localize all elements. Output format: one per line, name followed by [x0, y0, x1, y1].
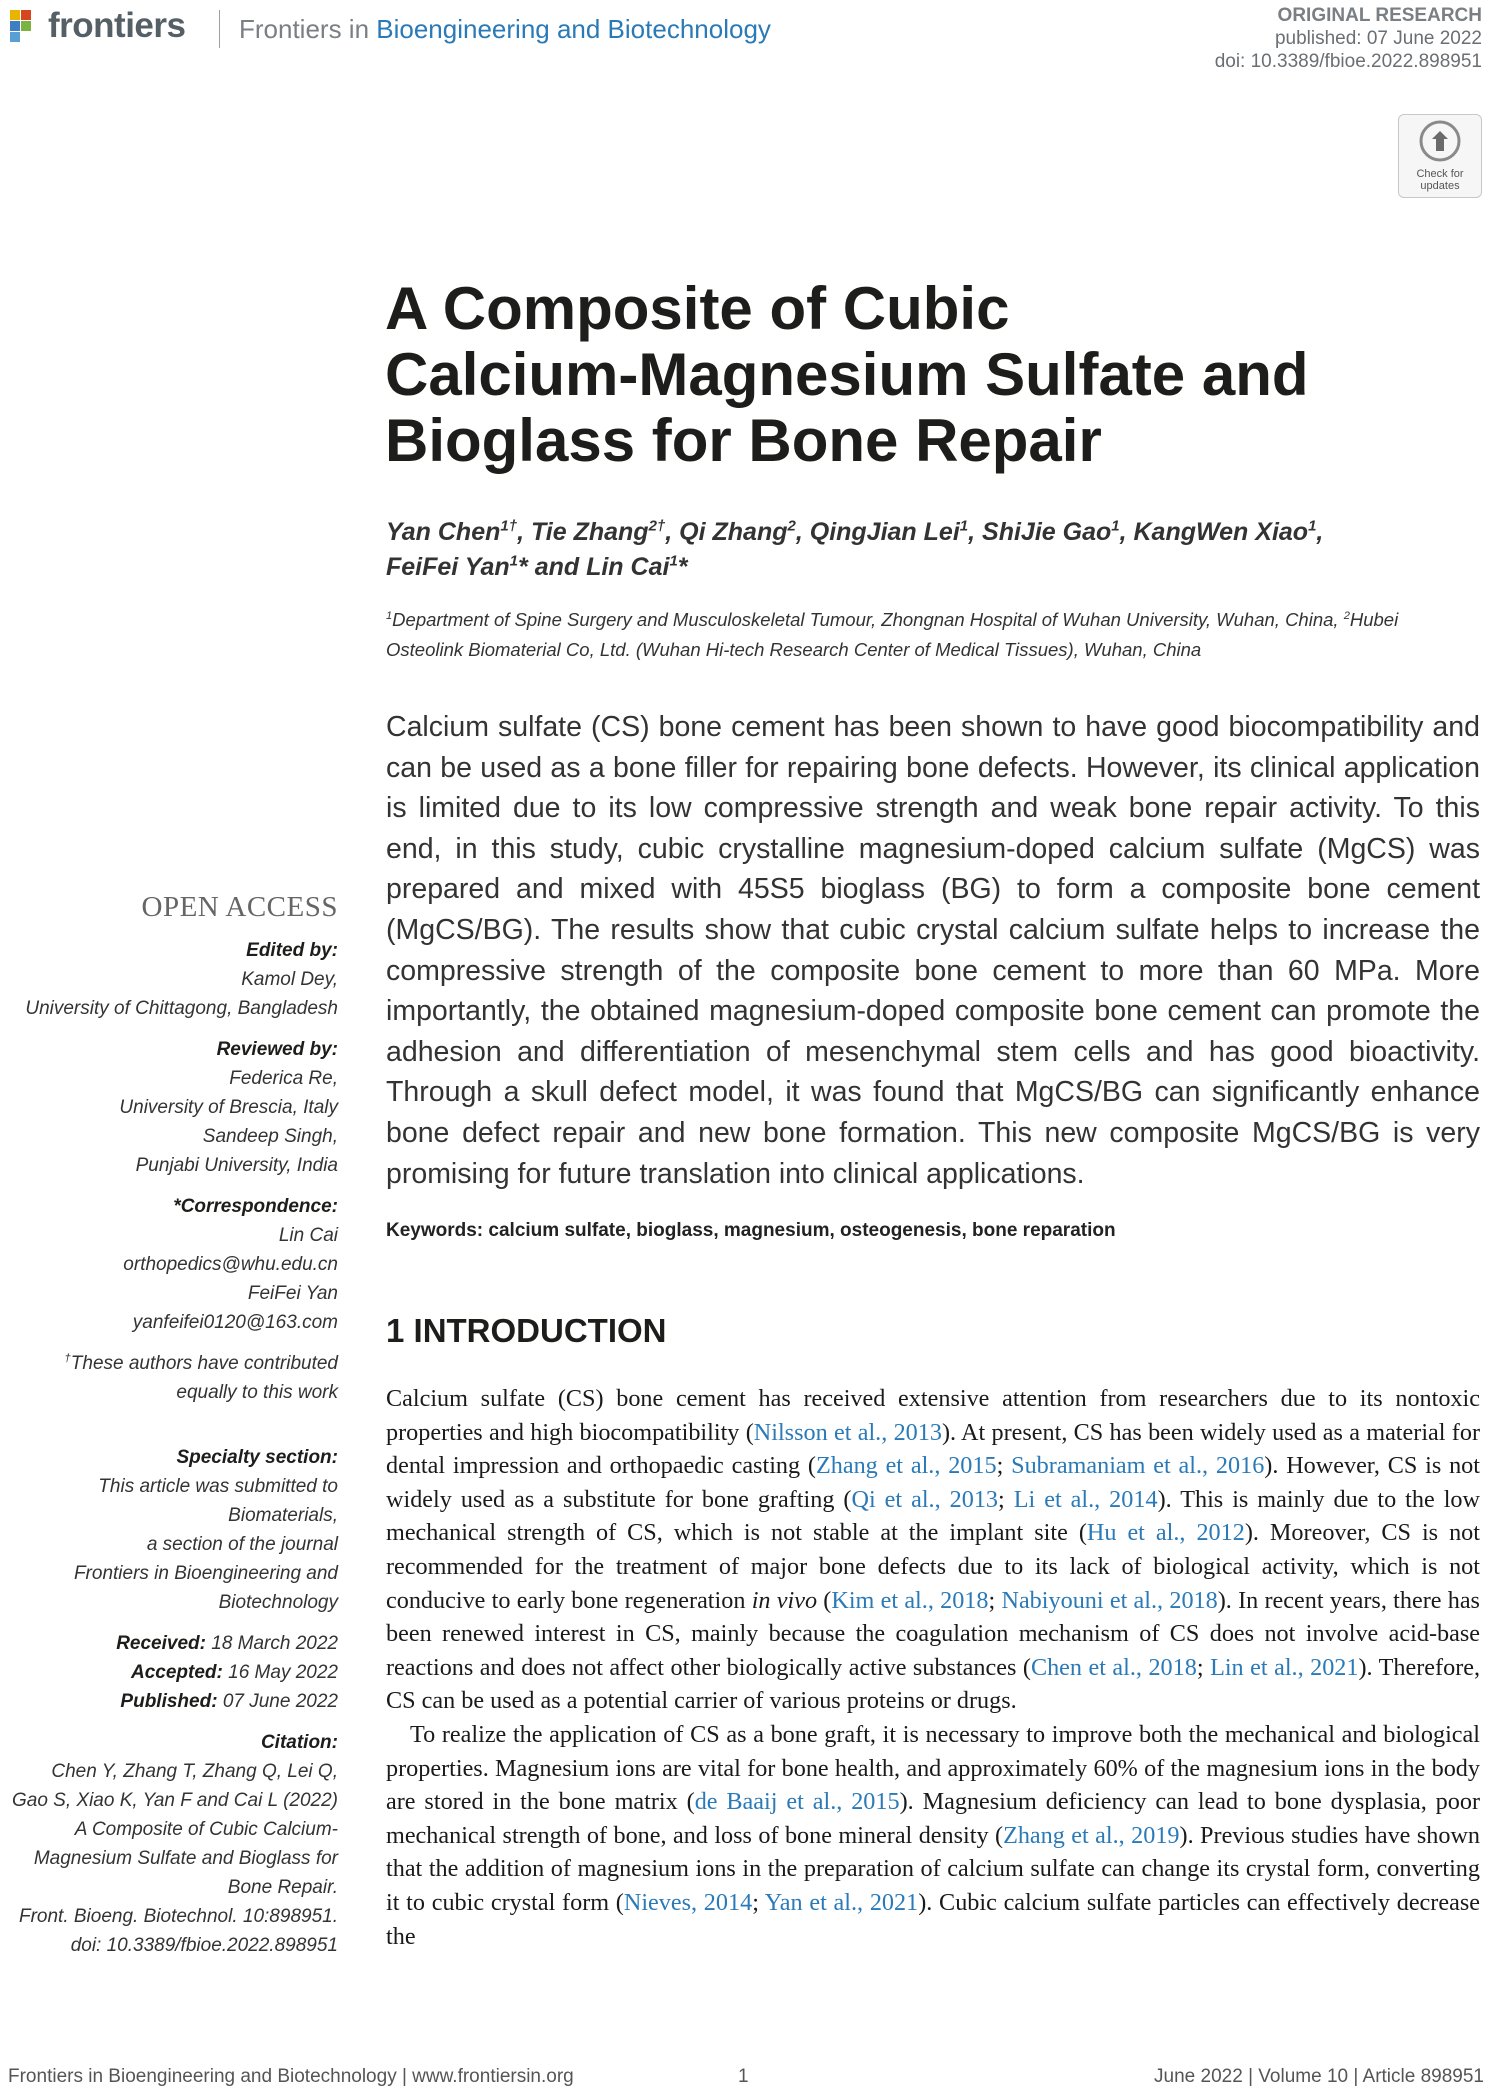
text-run: Calcium sulfate (CS) bone cement has received extensive attention from researchers due to its nontoxic properties and high biocompatibility (	[386, 1385, 1480, 1446]
keywords: Keywords: calcium sulfate, bioglass, magnesium, osteogenesis, bone reparation	[386, 1220, 1116, 1241]
correspondence-heading: *Correspondence:	[173, 1196, 338, 1217]
author[interactable]: Lin Cai$^1$	[586, 552, 678, 581]
text-run: ). Magnesium deficiency can lead to bone dysplasia, poor mechanical strength of bone, and loss of bone mineral density (	[386, 1788, 1480, 1849]
title-line-2: Calcium-Magnesium Sulfate and	[385, 341, 1309, 408]
reviewer-affiliation: University of Brescia, Italy	[119, 1097, 338, 1118]
author[interactable]: Qi Zhang$^2$	[679, 517, 796, 546]
edited-by-heading: Edited by:	[246, 940, 338, 961]
doi[interactable]: doi: 10.3389/fbioe.2022.898951	[1214, 51, 1482, 72]
header-divider	[219, 10, 220, 48]
frontiers-logo[interactable]	[8, 6, 185, 46]
author-list: Yan Chen$^{1\dagger}$, Tie Zhang$^{2\dagger}$, Qi Zhang$^2$, QingJian Lei$^1$, ShiJie Gao$^1$, KangWen Xiao$^1$, FeiFei Yan$^1$* and Lin Cai$^1$*	[386, 517, 1324, 581]
article-sidebar	[0, 893, 338, 1960]
journal-highlight: Bioengineering and Biotechnology	[376, 14, 771, 44]
text-run: ). In recent years, there has been renewed interest in CS, mainly because the coagulation mechanism of CS does not involve acid-base reactions and does not affect other biologically active substances (	[386, 1586, 1480, 1681]
equal-contribution-note: †These authors have contributed	[64, 1352, 338, 1374]
reviewed-by-heading: Reviewed by:	[216, 1039, 338, 1060]
citation-text: A Composite of Cubic Calcium-	[74, 1819, 338, 1840]
citation-link[interactable]: Chen et al., 2018	[1030, 1653, 1197, 1681]
text-run: ;	[1196, 1653, 1211, 1681]
specialty-text: This article was submitted to	[98, 1476, 338, 1497]
introduction-heading: 1 INTRODUCTION	[386, 1312, 667, 1349]
citation-link[interactable]: Subramaniam et al., 2016	[1011, 1452, 1265, 1480]
footer-journal-link[interactable]: Frontiers in Bioengineering and Biotechnology | www.frontiersin.org	[8, 2066, 574, 2087]
text-run: ). Cubic calcium sulfate particles can effectively decrease the	[386, 1888, 1480, 1950]
article-title	[385, 276, 1445, 474]
citation-link[interactable]: Lin et al., 2021	[1210, 1653, 1359, 1681]
specialty-text: Frontiers in Bioengineering and	[73, 1563, 338, 1584]
logo-text: frontiers	[48, 6, 186, 45]
citation-link[interactable]: Zhang et al., 2019	[1003, 1821, 1180, 1849]
citation-link[interactable]: Li et al., 2014	[1013, 1485, 1158, 1513]
published-date: published: 07 June 2022	[1274, 28, 1482, 49]
check-label-2: updates	[1420, 180, 1460, 192]
frontiers-logo-icon	[8, 8, 44, 44]
journal-prefix: Frontiers in	[239, 14, 377, 44]
correspondent-email[interactable]: orthopedics@whu.edu.cn	[123, 1254, 338, 1275]
specialty-text: Biomaterials,	[228, 1505, 338, 1526]
author[interactable]: FeiFei Yan$^1$	[386, 552, 519, 581]
journal-name[interactable]	[239, 14, 771, 45]
specialty-heading: Specialty section:	[176, 1447, 338, 1468]
citation-text: Bone Repair.	[227, 1877, 338, 1898]
citation-link[interactable]: Hu et al., 2012	[1086, 1519, 1245, 1547]
citation-heading: Citation:	[260, 1732, 338, 1753]
reviewer-name[interactable]: Sandeep Singh,	[202, 1126, 338, 1147]
footer-volume-info: June 2022 | Volume 10 | Article 898951	[1154, 2066, 1484, 2087]
correspondent-name: FeiFei Yan	[247, 1283, 338, 1304]
author[interactable]: Yan Chen$^{1\dagger}$	[386, 517, 518, 546]
specialty-text: a section of the journal	[146, 1534, 338, 1555]
introduction-paragraph-2	[386, 1718, 1480, 1953]
citation-doi[interactable]: doi: 10.3389/fbioe.2022.898951	[70, 1935, 338, 1956]
affiliations: $^1$Department of Spine Surgery and Musculoskeletal Tumour, Zhongnan Hospital of Wuhan University, Wuhan, China, $^2$Hubei Osteolink Biomaterial Co, Ltd. (Wuhan Hi-tech Research Center of Medical Tissues), Wuhan, China	[386, 609, 1399, 660]
abstract: Calcium sulfate (CS) bone cement has been shown to have good biocompatibility and can be used as a bone filler for repairing bone defects. However, its clinical application is limited due to its low compressive strength and weak bone repair activity. To this end, in this study, cubic crystalline magnesium-doped calcium sulfate (MgCS) was prepared and mixed with 45S5 bioglass (BG) to form a composite bone cement (MgCS/BG). The results show that cubic crystal calcium sulfate helps to increase the compressive strength of the composite bone cement to more than 60 MPa. More importantly, the obtained magnesium-doped composite bone cement can promote the adhesion and differentiation of mesenchymal stem cells and has good bioactivity. Through a skull defect model, it was found that MgCS/BG can significantly enhance bone defect repair and new bone formation. This new composite MgCS/BG is very promising for future translation into clinical applications.	[386, 711, 1480, 1190]
author[interactable]: QingJian Lei$^1$	[809, 517, 969, 546]
citation-link[interactable]: Yan et al., 2021	[764, 1888, 919, 1916]
text-run: ;	[988, 1586, 1002, 1614]
citation-link[interactable]: de Baaij et al., 2015	[694, 1788, 900, 1816]
article-type: ORIGINAL RESEARCH	[1277, 5, 1482, 26]
text-run: ). Previous studies have shown that the addition of magnesium ions in the preparation of calcium sulfate can change its crystal form, converting it to cubic crystal form (	[386, 1821, 1481, 1916]
reviewer-name[interactable]: Federica Re,	[229, 1068, 338, 1089]
text-run: ;	[996, 1452, 1012, 1480]
citation-link[interactable]: Kim et al., 2018	[831, 1586, 989, 1614]
check-label-1: Check for	[1416, 168, 1464, 180]
citation-link[interactable]: Nilsson et al., 2013	[753, 1418, 942, 1446]
title-line-3: Bioglass for Bone Repair	[385, 407, 1102, 474]
author[interactable]: KangWen Xiao$^1$	[1133, 517, 1317, 546]
citation-link[interactable]: Zhang et al., 2015	[815, 1452, 997, 1480]
text-run: (	[817, 1586, 832, 1614]
citation-link[interactable]: Nabiyouni et al., 2018	[1001, 1586, 1218, 1614]
text-run: ). Therefore, CS can be used as a potential carrier of various proteins or drugs.	[386, 1653, 1481, 1715]
author[interactable]: Tie Zhang$^{2\dagger}$	[530, 517, 666, 546]
accepted-date: Accepted: 16 May 2022	[131, 1662, 338, 1683]
text-run: To realize the application of CS as a bone graft, it is necessary to improve both the mechanical and biological properties. Magnesium ions are vital for bone health, and approximately 60% of the magnesium ions in the body are stored in the bone matrix (	[386, 1720, 1480, 1816]
citation-text: Chen Y, Zhang T, Zhang Q, Lei Q,	[51, 1761, 338, 1782]
italic-text: in vivo	[751, 1586, 818, 1614]
published-date-sidebar: Published: 07 June 2022	[120, 1691, 338, 1712]
text-run: ). However, CS is not widely used as a substitute for bone grafting (	[386, 1452, 1480, 1513]
introduction-paragraph-1	[386, 1382, 1480, 1718]
citation-text: Gao S, Xiao K, Yan F and Cai L (2022)	[11, 1790, 338, 1811]
citation-link[interactable]: Qi et al., 2013	[851, 1485, 999, 1513]
correspondent-email[interactable]: yanfeifei0120@163.com	[132, 1312, 338, 1333]
citation-text: Magnesium Sulfate and Bioglass for	[33, 1848, 338, 1869]
title-line-1: A Composite of Cubic	[385, 275, 1010, 342]
editor-affiliation: University of Chittagong, Bangladesh	[25, 998, 338, 1019]
text-run: ). This is mainly due to the low mechanical strength of CS, which is not stable at the implant site (	[386, 1485, 1480, 1547]
text-run: ;	[998, 1485, 1014, 1513]
author[interactable]: ShiJie Gao$^1$	[982, 517, 1120, 546]
page-number: 1	[738, 2066, 749, 2087]
citation-link[interactable]: Nieves, 2014	[623, 1888, 753, 1916]
text-run: ;	[752, 1888, 765, 1916]
citation-text: Front. Bioeng. Biotechnol. 10:898951.	[18, 1906, 338, 1927]
open-access-label[interactable]: OPEN ACCESS	[141, 891, 338, 923]
equal-contribution-note-2: equally to this work	[176, 1382, 338, 1403]
reviewer-affiliation: Punjabi University, India	[135, 1155, 338, 1176]
introduction-body	[386, 1382, 1480, 1953]
text-run: ). At present, CS has been widely used as a material for dental impression and orthopaedic casting (	[386, 1418, 1480, 1480]
article-meta	[1215, 4, 1482, 73]
specialty-text: Biotechnology	[218, 1592, 338, 1613]
check-updates-icon	[1418, 119, 1462, 163]
editor-name[interactable]: Kamol Dey,	[241, 969, 338, 990]
text-run: ). Moreover, CS is not recommended for the treatment of major bone defects due to its lack of biological activity, which is not conducive to early bone regeneration	[386, 1519, 1480, 1614]
received-date: Received: 18 March 2022	[116, 1633, 338, 1654]
correspondent-name: Lin Cai	[278, 1225, 338, 1246]
check-for-updates-button[interactable]	[1398, 114, 1482, 198]
